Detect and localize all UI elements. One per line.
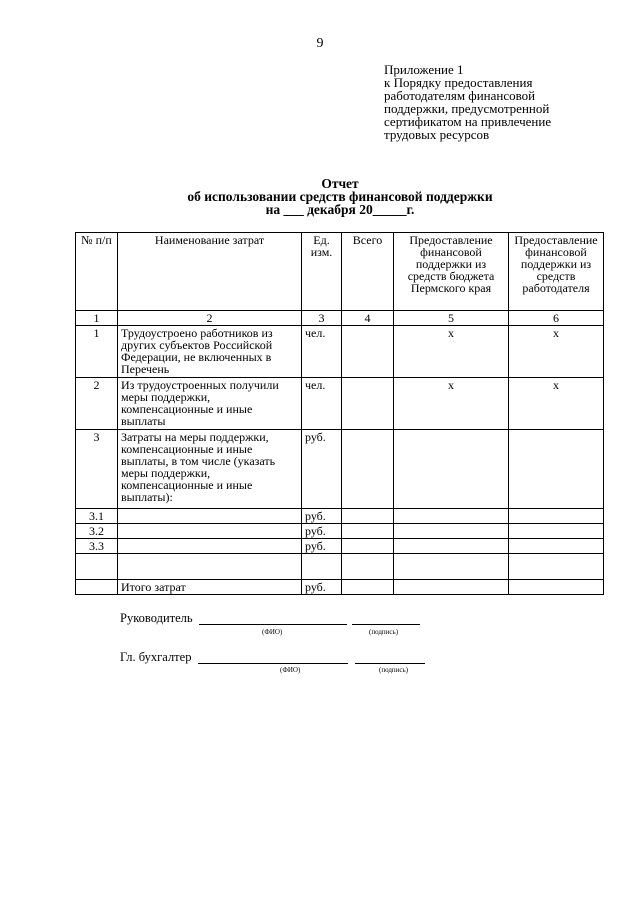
row-no [76,580,118,595]
report-title [120,177,560,216]
row-budget: х [394,326,509,378]
table-row [76,554,604,580]
appendix-block [384,63,551,141]
row-budget [394,554,509,580]
row-no: 3.2 [76,524,118,539]
row-name [118,524,302,539]
row-budget [394,539,509,554]
header-employer: Предоставление финансовой поддержки из средств работодателя [509,233,604,311]
row-budget [394,430,509,509]
row-no: 2 [76,378,118,430]
row-unit: руб. [302,509,342,524]
column-number: 5 [394,311,509,326]
column-number: 6 [509,311,604,326]
row-unit: чел. [302,378,342,430]
row-budget [394,524,509,539]
column-number: 4 [342,311,394,326]
appendix-line: к Порядку предоставления [384,75,533,90]
row-no: 1 [76,326,118,378]
total-row [76,580,604,595]
row-unit: руб. [302,539,342,554]
header-budget: Предоставление финансовой поддержки из средств бюджета Пермского края [394,233,509,311]
header-name: Наименование затрат [118,233,302,311]
row-unit [302,554,342,580]
row-total [342,430,394,509]
row-name [118,509,302,524]
row-name: Трудоустроено работников из других субъектов Российской Федерации, не включенных в Перечень [118,326,302,378]
head-signature-line [352,624,420,625]
row-employer [509,554,604,580]
row-employer [509,539,604,554]
row-no: 3.3 [76,539,118,554]
row-total [342,326,394,378]
row-budget [394,580,509,595]
head-fio-caption: (ФИО) [262,628,283,636]
title-line-3: на ___ декабря 20_____г. [265,202,415,217]
column-number: 2 [118,311,302,326]
table-row [76,524,604,539]
row-employer: х [509,378,604,430]
header-row [76,233,604,311]
row-no: 3.1 [76,509,118,524]
title-line-2: об использовании средств финансовой поддержки [187,189,493,204]
table-row [76,378,604,430]
header-total: Всего [342,233,394,311]
column-number: 3 [302,311,342,326]
row-budget: х [394,378,509,430]
accountant-fio-line [198,663,348,664]
row-budget [394,509,509,524]
row-name: Итого затрат [118,580,302,595]
row-employer: х [509,326,604,378]
column-number: 1 [76,311,118,326]
row-unit: руб. [302,580,342,595]
row-total [342,378,394,430]
row-total [342,580,394,595]
accountant-signature-label: Гл. бухгалтер [120,650,192,664]
appendix-line: работодателям финансовой [384,88,536,103]
row-name: Из трудоустроенных получили меры поддержки, компенсационные и иные выплаты [118,378,302,430]
row-no [76,554,118,580]
appendix-line: Приложение 1 [384,62,464,77]
page-number: 9 [316,36,324,51]
head-signature-caption: (подпись) [369,628,399,636]
table-row [76,509,604,524]
appendix-line: сертификатом на привлечение [384,114,552,129]
head-fio-line [199,624,347,625]
header-no: № п/п [76,233,118,311]
title-line-1: Отчет [321,176,359,191]
row-unit: чел. [302,326,342,378]
appendix-line: трудовых ресурсов [384,127,490,142]
column-numbers-row [76,311,604,326]
row-name [118,554,302,580]
table-row [76,430,604,509]
row-unit: руб. [302,524,342,539]
accountant-signature-caption: (подпись) [379,666,409,674]
row-employer [509,509,604,524]
row-employer [509,430,604,509]
row-no: 3 [76,430,118,509]
row-employer [509,580,604,595]
row-employer [509,524,604,539]
appendix-line: поддержки, предусмотренной [384,101,550,116]
row-unit: руб. [302,430,342,509]
table-row [76,326,604,378]
row-name: Затраты на меры поддержки, компенсационные и иные выплаты, в том числе (указать меры поддержки, компенсационные и иные выплаты): [118,430,302,509]
row-total [342,509,394,524]
accountant-fio-caption: (ФИО) [280,666,301,674]
report-table [75,232,604,595]
row-total [342,554,394,580]
accountant-signature-line [355,663,425,664]
table-row [76,539,604,554]
row-total [342,524,394,539]
header-unit: Ед. изм. [302,233,342,311]
row-total [342,539,394,554]
row-name [118,539,302,554]
head-signature-label: Руководитель [120,611,193,625]
